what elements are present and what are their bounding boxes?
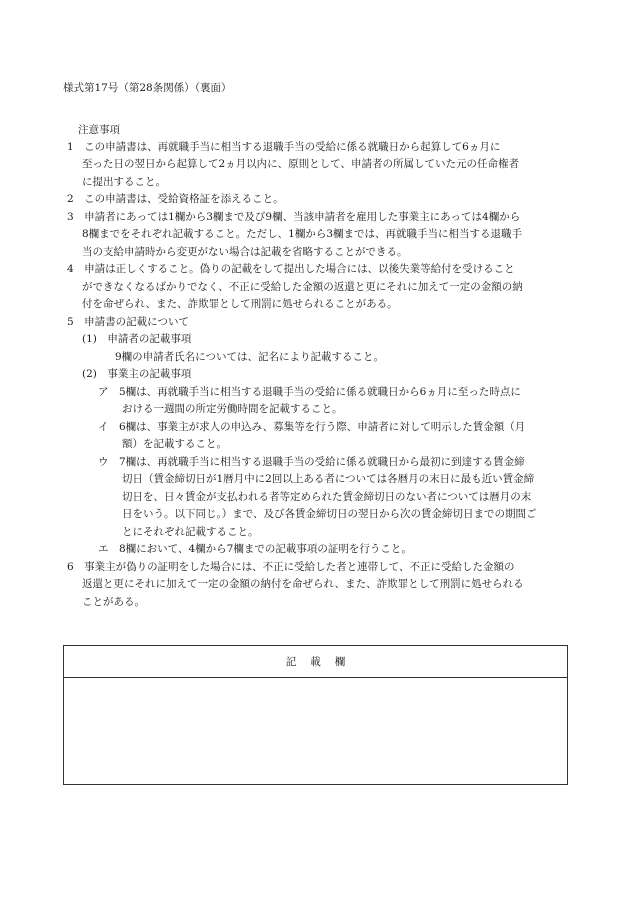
- entry-box-area[interactable]: [64, 678, 567, 784]
- item-u-line-1: ウ 7欄は、再就職手当に相当する退職手当の受給に係る就職日から最初に到達する賃金締: [98, 456, 525, 468]
- note-1-line-1: 1 この申請書は、再就職手当に相当する退職手当の受給に係る就職日から起算して6ヵ月に: [67, 141, 501, 153]
- note-3-line-3: 当の支給申請時から変更がない場合は記載を省略することができる。: [82, 246, 408, 258]
- item-a-line-1: ア 5欄は、再就職手当に相当する退職手当の受給に係る就職日から6ヵ月に至った時点に: [98, 386, 521, 398]
- entry-box-header: [64, 646, 567, 678]
- note-6-line-2: 返還と更にそれに加えて一定の金額の納付を命ぜられ、また、詐欺罪として刑罰に処せられる: [82, 578, 524, 590]
- item-u-line-2: 切日（賃金締切日が1暦月中に2回以上ある者については各暦月の末日に最も近い賃金締: [122, 473, 535, 485]
- item-u-line-4: 日をいう。以下同じ。）まで、及び各賃金締切日の翌日から次の賃金締切日までの期間ご: [122, 508, 537, 520]
- item-a-line-2: おける一週間の所定労働時間を記載すること。: [122, 403, 343, 415]
- note-6-line-3: ことがある。: [82, 596, 145, 608]
- item-i-line-2: 額）を記載すること。: [122, 438, 227, 450]
- note-5-1-text: 9欄の申請者氏名については、記名により記載すること。: [115, 351, 384, 363]
- note-2-line-1: 2 この申請書は、受給資格証を添えること。: [67, 193, 284, 205]
- notes-title: 注意事項: [78, 124, 120, 136]
- item-e-line-1: エ 8欄において、4欄から7欄までの記載事項の証明を行うこと。: [98, 543, 412, 555]
- note-5-2-heading: (2) 事業主の記載事項: [82, 368, 192, 380]
- note-1-line-3: に提出すること。: [82, 176, 166, 188]
- note-5-heading: 5 申請書の記載について: [67, 316, 189, 328]
- item-u-line-3: 切日を、日々賃金が支払われる者等定められた賃金締切日のない者については暦月の末: [122, 491, 532, 503]
- note-1-line-2: 至った日の翌日から起算して2ヵ月以内に、原則として、申請者の所属していた元の任命権者: [82, 158, 519, 170]
- note-5-1-heading: (1) 申請者の記載事項: [82, 333, 192, 345]
- note-4-line-1: 4 申請は正しくすること。偽りの記載をして提出した場合には、以後失業等給付を受けること: [67, 263, 515, 275]
- note-4-line-2: ができなくなるばかりでなく、不正に受給した金額の返還と更にそれに加えて一定の金額の納: [82, 281, 523, 293]
- note-4-line-3: 付を命ぜられ、また、詐欺罪として刑罰に処せられることがある。: [82, 298, 398, 310]
- note-3-line-1: 3 申請者にあっては1欄から3欄まで及び9欄、当該申請者を雇用した事業主にあっては4欄から: [67, 211, 521, 223]
- entry-box-title: 記載欄: [285, 656, 360, 668]
- item-i-line-1: イ 6欄は、事業主が求人の申込み、募集等を行う際、申請者に対して明示した賃金額（月: [98, 421, 526, 433]
- form-header: 様式第17号（第28条関係）（裏面）: [63, 82, 232, 94]
- entry-box: [63, 645, 568, 785]
- note-6-line-1: 6 事業主が偽りの証明をした場合には、不正に受給した者と連帯して、不正に受給した金額の: [67, 561, 515, 573]
- item-u-line-5: とにそれぞれ記載すること。: [122, 526, 259, 538]
- note-3-line-2: 8欄までをそれぞれ記載すること。ただし、1欄から3欄までは、再就職手当に相当する退職手: [82, 228, 523, 240]
